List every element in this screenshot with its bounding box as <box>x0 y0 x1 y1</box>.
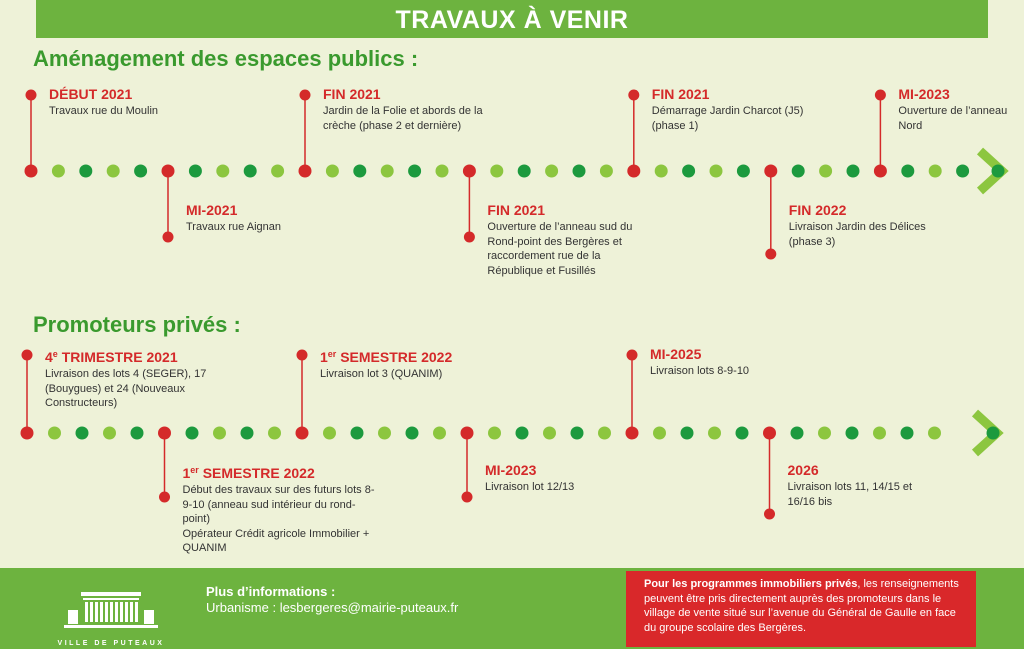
milestone-end-dot <box>462 492 473 503</box>
event-description: Ouverture de l’anneau sud du Rond-point des Bergères et raccordement rue de la République et Fusillés <box>487 221 633 277</box>
timeline-dot <box>929 165 942 178</box>
timeline-dot <box>213 427 226 440</box>
timeline-dot <box>573 165 586 178</box>
milestone-end-dot <box>26 90 37 101</box>
timeline-dot <box>433 427 446 440</box>
event-date: 4e TRIMESTRE 2021 <box>45 349 178 365</box>
timeline-dot <box>271 165 284 178</box>
page-banner: TRAVAUX À VENIR <box>36 0 988 38</box>
timeline-dot <box>408 165 421 178</box>
timeline-dot <box>76 427 89 440</box>
timeline-dot <box>956 165 969 178</box>
timeline-dot <box>818 427 831 440</box>
private-programs-notice <box>626 571 976 647</box>
timeline-event <box>898 86 1016 133</box>
timeline-dot <box>543 427 556 440</box>
notice-bold: Pour les programmes immobiliers privés <box>644 578 858 590</box>
footer <box>0 568 1024 649</box>
event-date: FIN 2021 <box>323 86 381 102</box>
timeline-dot <box>653 427 666 440</box>
timeline-dot <box>79 165 92 178</box>
event-date: DÉBUT 2021 <box>49 86 133 102</box>
timeline-event <box>323 86 498 133</box>
milestone-dot <box>162 165 175 178</box>
event-description: Travaux rue Aignan <box>186 221 281 233</box>
timeline-dot <box>655 165 668 178</box>
timeline-dot <box>216 165 229 178</box>
timeline-dot <box>268 427 281 440</box>
milestone-end-dot <box>297 350 308 361</box>
milestone-end-dot <box>163 232 174 243</box>
timeline-dot <box>846 427 859 440</box>
milestone-end-dot <box>628 90 639 101</box>
timeline-dot <box>708 427 721 440</box>
timeline-dot <box>847 165 860 178</box>
timeline-dot <box>598 427 611 440</box>
milestone-end-dot <box>464 232 475 243</box>
milestone-dot <box>299 165 312 178</box>
event-description: Livraison Jardin des Délices (phase 3) <box>788 221 926 248</box>
event-description: Livraison lots 8-9-10 <box>650 365 750 377</box>
timeline-dot <box>381 165 394 178</box>
timeline-dot <box>518 165 531 178</box>
timeline-dot <box>819 165 832 178</box>
milestone-dot <box>21 427 34 440</box>
milestone-end-dot <box>627 350 638 361</box>
timeline-dot <box>436 165 449 178</box>
timeline-dot <box>241 427 254 440</box>
event-description: Livraison lots 11, 14/15 et 16/16 bis <box>787 481 913 508</box>
event-date: MI-2023 <box>485 462 537 478</box>
building-icon <box>56 590 166 634</box>
timeline-dot <box>52 165 65 178</box>
milestone-dot <box>626 427 639 440</box>
timeline-private-developers <box>0 340 1024 560</box>
timeline-event <box>788 462 938 509</box>
timeline-dot <box>545 165 558 178</box>
timeline-dot <box>351 427 364 440</box>
timeline-event <box>487 202 637 278</box>
milestone-dot <box>627 165 640 178</box>
info-title: Plus d’informations : <box>206 584 336 599</box>
timeline-dot <box>901 427 914 440</box>
timeline-dot <box>600 165 613 178</box>
timeline-dot <box>107 165 120 178</box>
milestone-dot <box>463 165 476 178</box>
event-date: MI-2021 <box>186 202 238 218</box>
timeline-dot <box>490 165 503 178</box>
timeline-event <box>652 86 817 133</box>
event-date: 1er SEMESTRE 2022 <box>182 465 315 481</box>
timeline-public-spaces <box>0 80 1024 290</box>
timeline-dot <box>873 427 886 440</box>
contact-email[interactable]: Urbanisme : lesbergeres@mairie-puteaux.fr <box>206 600 459 615</box>
timeline-event <box>650 346 800 379</box>
timeline-dot <box>571 427 584 440</box>
timeline-dot <box>737 165 750 178</box>
timeline-dot <box>736 427 749 440</box>
event-date: FIN 2021 <box>487 202 545 218</box>
timeline-dot <box>323 427 336 440</box>
timeline-dot <box>992 165 1005 178</box>
timeline-event <box>789 202 939 249</box>
timeline-dot <box>48 427 61 440</box>
timeline-dot <box>186 427 199 440</box>
notice-text: , les renseignements peuvent être pris directement auprès des promoteurs dans le village de vente situé sur l’avenue du Général de Gaulle en face du groupe scolaire des Bergères. <box>644 578 959 634</box>
milestone-dot <box>874 165 887 178</box>
milestone-end-dot <box>875 90 886 101</box>
timeline-dot <box>134 165 147 178</box>
event-date: MI-2023 <box>898 86 950 102</box>
event-description: Début des travaux sur des futurs lots 8-9-10 (anneau sud intérieur du rond-point) Opérateur Crédit agricole Immobilier + QUANIM <box>182 484 375 554</box>
timeline-dot <box>682 165 695 178</box>
timeline-dot <box>710 165 723 178</box>
event-description: Jardin de la Folie et abords de la crèche (phase 2 et dernière) <box>323 105 483 132</box>
milestone-end-dot <box>300 90 311 101</box>
timeline-dot <box>244 165 257 178</box>
milestone-dot <box>763 427 776 440</box>
timeline-dot <box>131 427 144 440</box>
timeline-dot <box>791 427 804 440</box>
section-title-private-developers: Promoteurs privés : <box>33 312 241 337</box>
milestone-dot <box>296 427 309 440</box>
event-description: Livraison lot 12/13 <box>485 481 575 493</box>
milestone-end-dot <box>22 350 33 361</box>
milestone-dot <box>764 165 777 178</box>
timeline-dot <box>378 427 391 440</box>
event-date: FIN 2022 <box>788 202 847 218</box>
event-date: MI-2025 <box>650 346 702 362</box>
timeline-dot <box>901 165 914 178</box>
event-description: Livraison des lots 4 (SEGER), 17 (Bouygues) et 24 (Nouveaux Constructeurs) <box>45 368 207 409</box>
timeline-event <box>320 346 470 382</box>
timeline-event <box>49 86 199 119</box>
timeline-dot <box>406 427 419 440</box>
timeline-dot <box>987 427 1000 440</box>
timeline-dot <box>326 165 339 178</box>
milestone-end-dot <box>159 492 170 503</box>
milestone-dot <box>158 427 171 440</box>
timeline-dot <box>928 427 941 440</box>
event-date: FIN 2021 <box>651 86 710 102</box>
timeline-event <box>186 202 326 235</box>
timeline-event <box>485 462 635 495</box>
logo-text: VILLE DE PUTEAUX <box>57 640 165 647</box>
event-description: Démarrage Jardin Charcot (J5) (phase 1) <box>651 105 804 132</box>
milestone-end-dot <box>764 509 775 520</box>
timeline-event <box>45 346 215 411</box>
event-description: Livraison lot 3 (QUANIM) <box>320 368 443 380</box>
event-description: Ouverture de l’anneau Nord <box>898 105 1008 132</box>
event-date: 1er SEMESTRE 2022 <box>320 349 453 365</box>
section-title-public-spaces: Aménagement des espaces publics : <box>33 46 419 71</box>
event-date: 2026 <box>787 462 819 478</box>
timeline-dot <box>189 165 202 178</box>
timeline-dot <box>488 427 501 440</box>
event-description: Travaux rue du Moulin <box>49 105 159 117</box>
milestone-end-dot <box>765 249 776 260</box>
timeline-dot <box>353 165 366 178</box>
timeline-dot <box>516 427 529 440</box>
timeline-dot <box>792 165 805 178</box>
milestone-dot <box>461 427 474 440</box>
milestone-dot <box>25 165 38 178</box>
timeline-dot <box>681 427 694 440</box>
timeline-dot <box>103 427 116 440</box>
city-logo <box>56 590 166 647</box>
timeline-event <box>183 462 383 556</box>
